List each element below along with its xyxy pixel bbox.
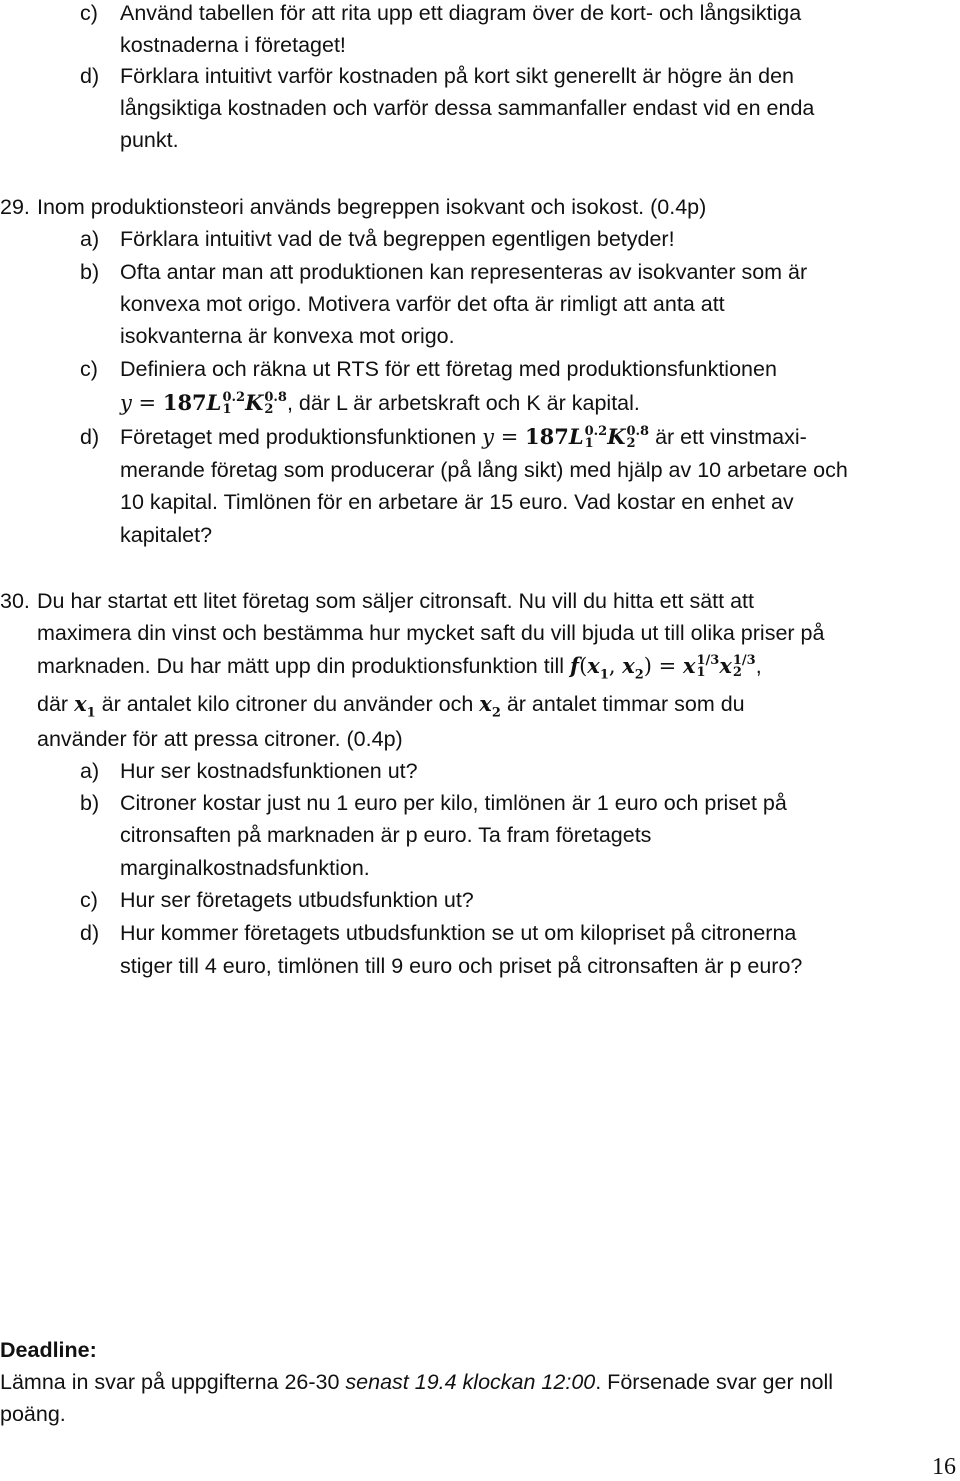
q29-c-label: c) [80, 357, 98, 381]
item-d-text-2: långsiktiga kostnaden och varför dessa sammanfaller endast vid en enda [120, 96, 815, 120]
q29-a-text: Förklara intuitivt vad de två begreppen egentligen betyder! [120, 227, 675, 251]
q29-a-label: a) [80, 227, 100, 251]
formula-production-function: y = 187L 0.2 1 K 0.8 2 [482, 423, 650, 452]
q29-c-text-1: Definiera och räkna ut RTS för ett företag med produktionsfunktionen [120, 357, 777, 381]
q30-b-text-1: Citroner kostar just nu 1 euro per kilo, timlönen är 1 euro och priset på [120, 791, 787, 815]
q30-b-label: b) [80, 791, 100, 815]
formula-lemon-production: $f(x_1$, $x_2) = x$ 1/3 1 x 1/3 2 [570, 652, 756, 683]
question-30-number: 30. [0, 589, 30, 613]
deadline-date: senast 19.4 klockan 12:00 [345, 1370, 596, 1394]
q30-text-4: där $x_1$ är antalet kilo citroner du använder och $x_2$ är antalet timmar som du [37, 691, 745, 721]
q29-b-label: b) [80, 260, 100, 284]
item-c-label: c) [80, 1, 98, 25]
deadline-text-1: Lämna in svar på uppgifterna 26-30 senast 19.4 klockan 12:00. Försenade svar ger noll [0, 1370, 834, 1394]
item-d-label: d) [80, 64, 100, 88]
q29-d-label: d) [80, 425, 100, 449]
deadline-text-2: poäng. [0, 1402, 66, 1426]
q30-text-2: maximera din vinst och bestämma hur mycket saft du vill bjuda ut till olika priser på [37, 621, 825, 645]
item-c-text-1: Använd tabellen för att rita upp ett diagram över de kort- och långsiktiga [120, 1, 802, 25]
q29-b-text-2: konvexa mot origo. Motivera varför det ofta är rimligt att anta att [120, 292, 725, 316]
formula-production-function: y = 187L 0.2 1 K 0.8 2 [120, 389, 287, 418]
q30-text-3: marknaden. Du har mätt upp din produktionsfunktion till $f(x_1$, $x_2) = x$ 1/3 1 x 1/3 2 , [37, 652, 762, 683]
q29-d-text-1: Företaget med produktionsfunktionen y = 187L 0.2 1 K 0.8 2 är ett vinstmaxi- [120, 423, 807, 452]
q29-b-text-1: Ofta antar man att produktionen kan representeras av isokvanter som är [120, 260, 808, 284]
q29-c-text-2: y = 187L 0.2 1 K 0.8 2 , där L är arbetskraft och K är kapital. [120, 389, 640, 418]
question-29-number: 29. [0, 195, 30, 219]
q29-d-text-3: 10 kapital. Timlönen för en arbetare är 15 euro. Vad kostar en enhet av [120, 490, 794, 514]
q30-d-label: d) [80, 921, 100, 945]
q30-b-text-3: marginalkostnadsfunktion. [120, 856, 370, 880]
q29-d-text-4: kapitalet? [120, 523, 213, 547]
item-c-text-2: kostnaderna i företaget! [120, 33, 346, 57]
q30-c-label: c) [80, 888, 98, 912]
q30-b-text-2: citronsaften på marknaden är p euro. Ta fram företagets [120, 823, 652, 847]
question-29-title: Inom produktionsteori används begreppen isokvant och isokost. (0.4p) [37, 195, 707, 219]
q30-d-text-2: stiger till 4 euro, timlönen till 9 euro och priset på citronsaften är p euro? [120, 954, 803, 978]
q29-b-text-3: isokvanterna är konvexa mot origo. [120, 324, 455, 348]
item-d-text-1: Förklara intuitivt varför kostnaden på kort sikt generellt är högre än den [120, 64, 795, 88]
q30-text-5: använder för att pressa citroner. (0.4p) [37, 727, 403, 751]
q30-a-text: Hur ser kostnadsfunktionen ut? [120, 759, 418, 783]
deadline-heading: Deadline: [0, 1338, 97, 1362]
q29-d-text-2: merande företag som producerar (på lång sikt) med hjälp av 10 arbetare och [120, 458, 848, 482]
item-d-text-3: punkt. [120, 128, 179, 152]
page-number: 16 [932, 1454, 956, 1480]
q30-a-label: a) [80, 759, 100, 783]
q30-d-text-1: Hur kommer företagets utbudsfunktion se ut om kilopriset på citronerna [120, 921, 797, 945]
q30-text-1: Du har startat ett litet företag som säljer citronsaft. Nu vill du hitta ett sätt att [37, 589, 754, 613]
q30-c-text: Hur ser företagets utbudsfunktion ut? [120, 888, 474, 912]
